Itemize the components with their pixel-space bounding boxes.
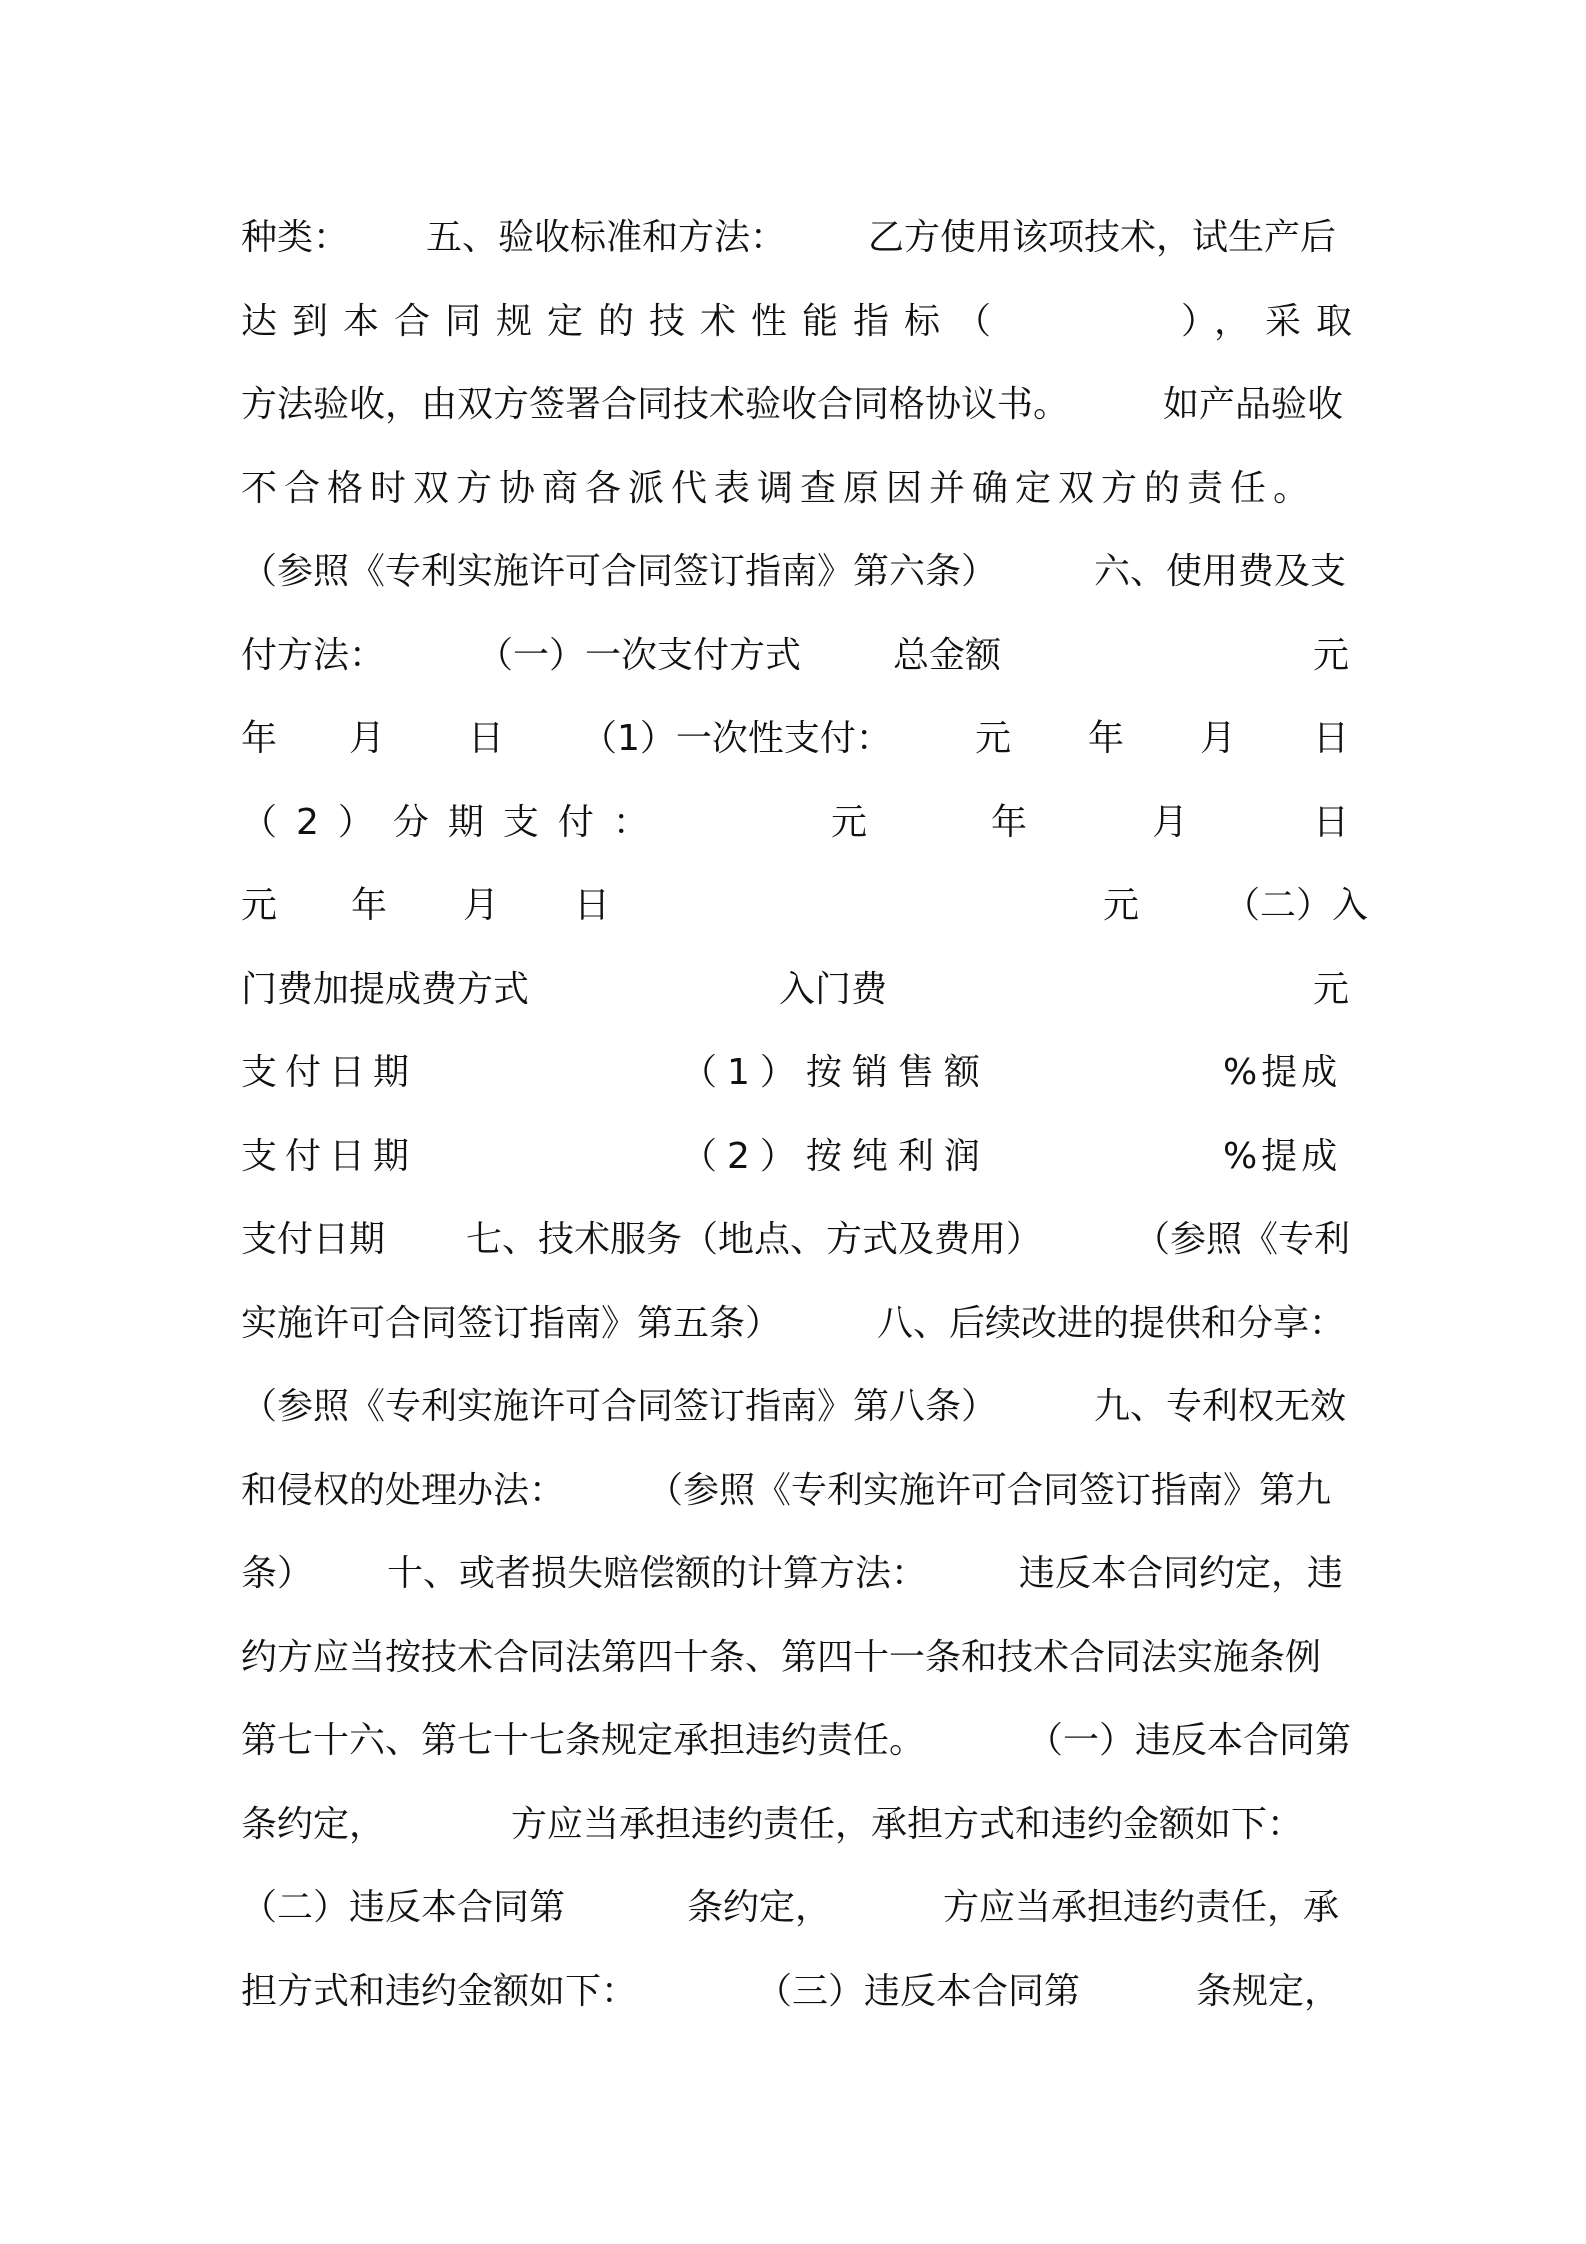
text-segment: 元 xyxy=(1313,634,1350,676)
text-segment: 十、或者损失赔偿额的计算方法： xyxy=(387,1553,928,1594)
text-segment: 日 xyxy=(574,885,611,926)
text-segment: 年 xyxy=(1088,718,1125,759)
text-segment: 不合格时双方协商各派代表调查原因并确定双方的责任。 xyxy=(241,467,1317,509)
text-segment: 总金额 xyxy=(893,634,1002,676)
text-segment: 约方应当按技术合同法第四十条、第四十一条和技术合同法实施条例 xyxy=(241,1636,1322,1678)
text-segment: 条规定， xyxy=(1196,1970,1341,2012)
text-segment: 支付日期 xyxy=(241,1219,386,1260)
text-line xyxy=(241,530,1351,614)
text-line xyxy=(241,1365,1351,1449)
text-segment: （参照《专利实施许可合同签订指南》第六条） xyxy=(241,551,998,592)
text-segment: 月 xyxy=(463,885,500,926)
text-segment: 七、技术服务（地点、方式及费用） xyxy=(466,1219,1043,1260)
text-line xyxy=(241,1198,1351,1282)
text-segment: %提成 xyxy=(1223,1052,1342,1093)
text-segment: 种类： xyxy=(241,217,350,258)
text-segment: 月 xyxy=(1200,718,1237,759)
text-segment: （参照《专利实施许可合同签订指南》第八条） xyxy=(241,1386,998,1427)
text-segment: （一）一次支付方式 xyxy=(477,634,802,676)
text-segment: 方应当承担违约责任，承 xyxy=(943,1887,1340,1928)
text-line xyxy=(241,864,1369,948)
text-line xyxy=(241,948,1351,1032)
text-segment: 付方法： xyxy=(241,634,386,676)
text-segment: （1）按销售额 xyxy=(681,1052,990,1093)
text-segment: 如产品验收 xyxy=(1163,384,1344,425)
text-segment: 元 xyxy=(1103,885,1140,926)
text-segment: %提成 xyxy=(1223,1135,1342,1177)
text-segment: 条约定， xyxy=(241,1803,386,1845)
text-segment: （1）一次性支付： xyxy=(581,718,892,759)
text-segment: 月 xyxy=(1152,801,1189,843)
text-segment: 入门费 xyxy=(779,968,888,1010)
text-line xyxy=(241,1282,1351,1366)
text-segment: 支付日期 xyxy=(241,1135,418,1177)
text-segment: 方应当承担违约责任，承担方式和违约金额如下： xyxy=(511,1803,1304,1845)
text-line xyxy=(241,1115,1351,1199)
text-line xyxy=(241,1616,1351,1700)
text-segment: （2）分期支付： xyxy=(241,801,668,843)
text-segment: （参照《专利实施许可合同签订指南》第九 xyxy=(647,1469,1332,1511)
text-line xyxy=(241,1699,1351,1783)
text-segment: （二）违反本合同第 xyxy=(241,1887,566,1928)
text-segment: 日 xyxy=(468,718,505,759)
text-segment: 日 xyxy=(1313,801,1350,843)
text-line xyxy=(241,697,1351,781)
text-line xyxy=(241,781,1351,865)
text-segment: 元 xyxy=(975,718,1012,759)
text-segment: 条） xyxy=(241,1553,314,1594)
text-segment: （参照《专利 xyxy=(1134,1219,1351,1260)
text-line xyxy=(241,1783,1351,1867)
text-segment: 九、专利权无效 xyxy=(1094,1386,1347,1427)
text-segment: 方法验收，由双方签署合同技术验收合同格协议书。 xyxy=(241,384,1070,425)
text-line xyxy=(241,1950,1351,2034)
text-segment: （二）入 xyxy=(1224,885,1369,926)
text-segment: 支付日期 xyxy=(241,1052,418,1093)
text-line xyxy=(241,447,1351,531)
text-segment: 门费加提成费方式 xyxy=(241,968,530,1010)
text-segment: （2）按纯利润 xyxy=(681,1135,990,1177)
text-segment: 条约定， xyxy=(687,1887,832,1928)
text-line xyxy=(241,196,1351,280)
text-segment: 年 xyxy=(991,801,1028,843)
text-segment: 年 xyxy=(241,718,278,759)
text-segment: （三）违反本合同第 xyxy=(756,1970,1081,2012)
text-segment: 八、后续改进的提供和分享： xyxy=(877,1302,1346,1344)
text-segment: 实施许可合同签订指南》第五条） xyxy=(241,1302,782,1344)
text-segment: （一）违反本合同第 xyxy=(1027,1720,1352,1761)
text-segment: 元 xyxy=(831,801,868,843)
text-segment: 六、使用费及支 xyxy=(1094,551,1347,592)
contract-text-body xyxy=(241,196,1369,2033)
text-segment: 第七十六、第七十七条规定承担违约责任。 xyxy=(241,1720,926,1761)
text-line xyxy=(241,1449,1351,1533)
text-line xyxy=(241,614,1351,698)
text-line xyxy=(241,1532,1351,1616)
text-segment: 担方式和违约金额如下： xyxy=(241,1970,638,2012)
text-segment: 乙方使用该项技术，试生产后 xyxy=(868,217,1337,258)
text-segment: 年 xyxy=(351,885,388,926)
text-segment: 日 xyxy=(1313,718,1350,759)
text-segment: ），采取 xyxy=(1181,300,1368,342)
text-segment: 达到本合同规定的技术性能指标（ xyxy=(241,300,1007,342)
text-segment: 五、验收标准和方法： xyxy=(426,217,787,258)
text-segment: 元 xyxy=(1313,968,1350,1010)
text-line xyxy=(241,1031,1351,1115)
text-line xyxy=(241,280,1368,364)
text-segment: 元 xyxy=(241,885,278,926)
text-line xyxy=(241,363,1351,447)
text-segment: 和侵权的处理办法： xyxy=(241,1469,566,1511)
text-line xyxy=(241,1866,1351,1950)
text-segment: 月 xyxy=(349,718,386,759)
text-segment: 违反本合同约定，违 xyxy=(1019,1553,1344,1594)
